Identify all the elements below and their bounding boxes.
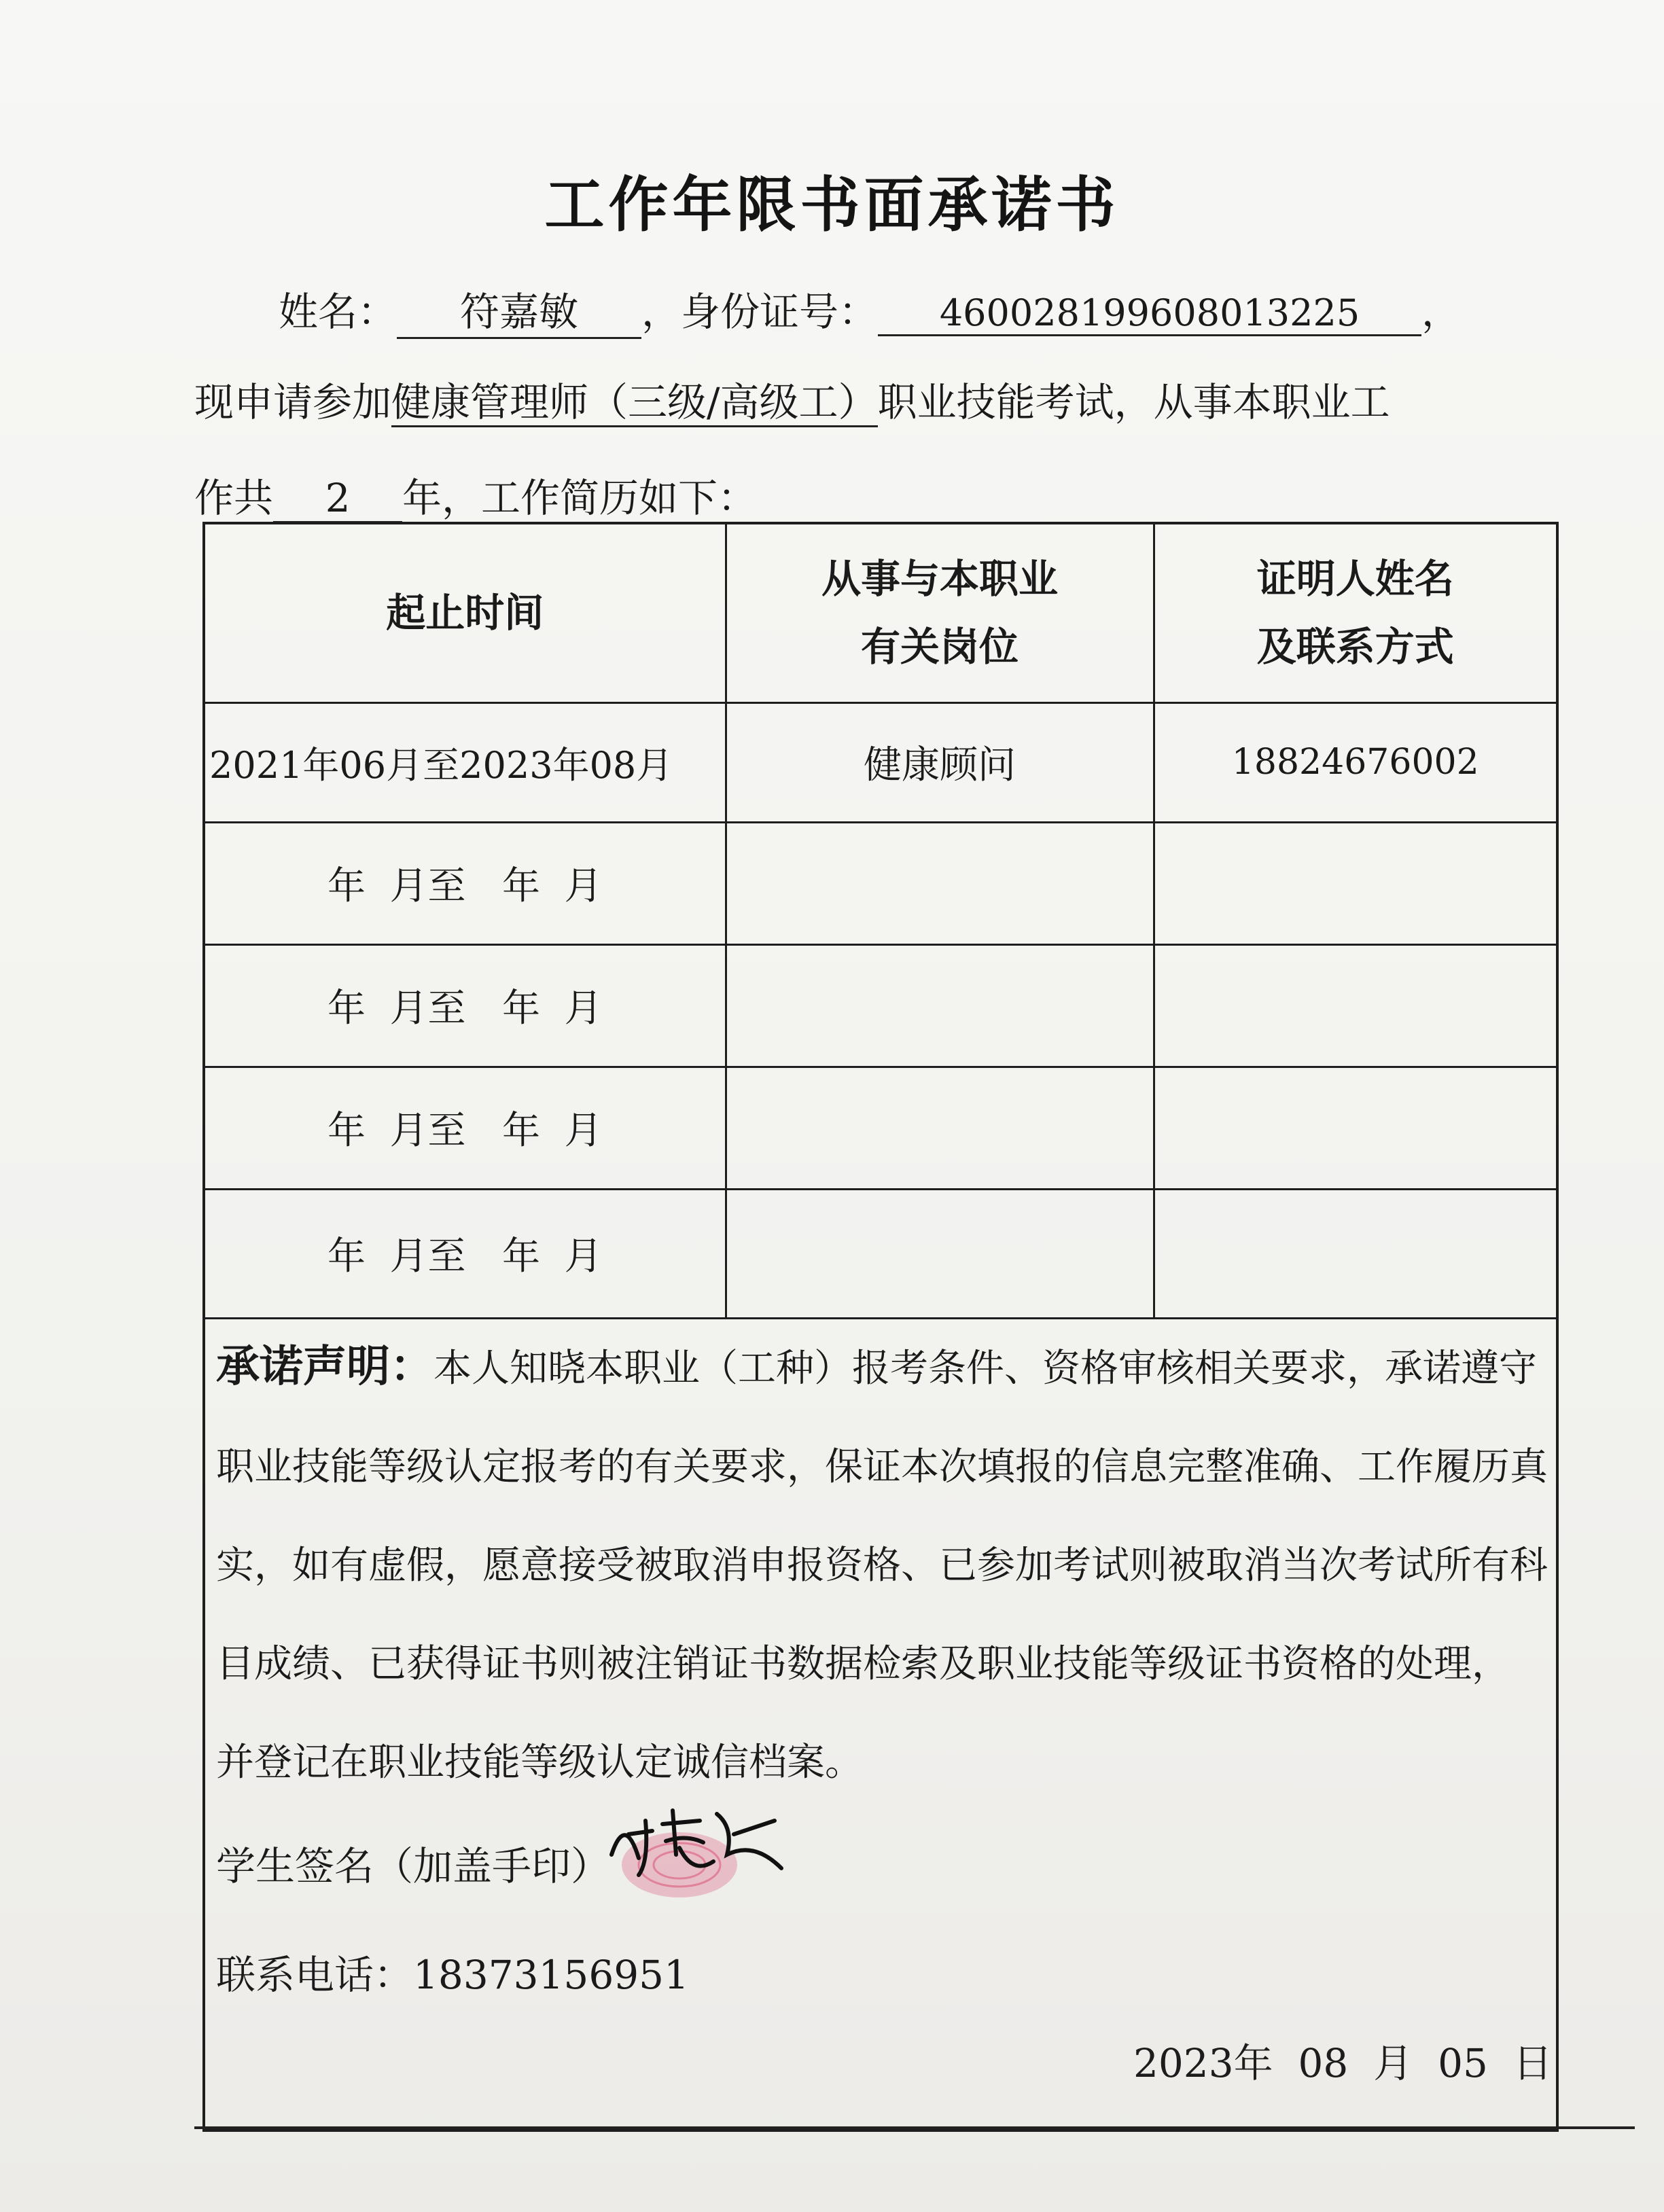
name-label: 姓名： xyxy=(279,289,397,335)
header-position xyxy=(726,524,1154,702)
statement-label: 承诺声明： xyxy=(216,1342,433,1392)
work-history-table xyxy=(205,524,1556,1319)
row-position xyxy=(726,944,1154,1067)
years-prefix: 作共 xyxy=(194,475,274,521)
header-witness-line-2: 及联系方式 xyxy=(1256,624,1454,671)
signature-line xyxy=(216,1834,610,1891)
row-witness xyxy=(1154,1067,1556,1189)
table-row xyxy=(205,1067,1556,1189)
row-witness xyxy=(1154,822,1556,944)
table-header-row xyxy=(205,524,1556,702)
name-line xyxy=(279,280,1461,339)
row-witness: 18824676002 xyxy=(1154,702,1556,822)
date-year: 2023 xyxy=(1133,2040,1234,2086)
row-period: 年 月至 年 月 xyxy=(205,1189,726,1318)
date-month-unit: 月 xyxy=(1373,2040,1413,2086)
id-value: 460028199608013225 xyxy=(878,291,1421,336)
date-year-unit: 年 xyxy=(1233,2040,1273,2086)
years-suffix: 年，工作简历如下： xyxy=(402,475,758,521)
row-period: 年 月至 年 月 xyxy=(205,944,726,1067)
phone-label: 联系电话： xyxy=(216,1952,414,1998)
row-position xyxy=(726,822,1154,944)
date-day-unit: 日 xyxy=(1512,2040,1553,2086)
apply-line xyxy=(194,370,1390,427)
header-period-label: 起止时间 xyxy=(386,590,544,637)
row-witness xyxy=(1154,944,1556,1067)
commitment-statement xyxy=(216,1318,1548,1812)
name-value: 符嘉敏 xyxy=(397,280,641,339)
bottom-rule xyxy=(194,2126,1635,2129)
row-period: 年 月至 年 月 xyxy=(205,822,726,944)
table-row xyxy=(205,702,1556,822)
row-period: 2021年06月至2023年08月 xyxy=(205,702,726,822)
date-day: 05 xyxy=(1438,2040,1488,2086)
id-label: ，身份证号： xyxy=(641,289,879,335)
years-value: 2 xyxy=(273,475,402,523)
header-period xyxy=(205,524,726,702)
table-row xyxy=(205,1189,1556,1318)
phone-value: 18373156951 xyxy=(413,1952,689,1998)
row-position xyxy=(726,1067,1154,1189)
date-month: 08 xyxy=(1298,2040,1349,2086)
document-title: 工作年限书面承诺书 xyxy=(544,170,1120,240)
handwritten-signature xyxy=(598,1794,802,1902)
row-position xyxy=(726,1189,1154,1318)
statement-text: 本人知晓本职业（工种）报考条件、资格审核相关要求，承诺遵守职业技能等级认定报考的有关要求，保证本次填报的信息完整准确、工作履历真实，如有虚假，愿意接受被取消申报资格、已参加考试则被取消当次考试所有科目成绩、已获得证书则被注销证书数据检索及职业技能等级证书资格的处理， 并登记在职业技能等级认定诚信档案。 xyxy=(216,1346,1548,1785)
table-row xyxy=(205,822,1556,944)
signing-date xyxy=(1133,2031,1553,2088)
header-position-line-1: 从事与本职业 xyxy=(821,556,1058,603)
header-witness xyxy=(1154,524,1556,702)
apply-prefix: 现申请参加 xyxy=(194,379,392,425)
id-suffix: ， xyxy=(1421,289,1462,335)
table-row xyxy=(205,944,1556,1067)
row-period: 年 月至 年 月 xyxy=(205,1067,726,1189)
signature-label: 学生签名（加盖手印） xyxy=(216,1843,611,1889)
header-position-line-2: 有关岗位 xyxy=(860,624,1019,671)
row-position: 健康顾问 xyxy=(726,702,1154,822)
apply-suffix: 职业技能考试，从事本职业工 xyxy=(877,379,1390,425)
occupation-value: 健康管理师（三级/高级工） xyxy=(391,379,878,427)
phone-line xyxy=(216,1943,689,2000)
header-witness-line-1: 证明人姓名 xyxy=(1256,556,1454,603)
years-line xyxy=(194,466,757,523)
row-witness xyxy=(1154,1189,1556,1318)
